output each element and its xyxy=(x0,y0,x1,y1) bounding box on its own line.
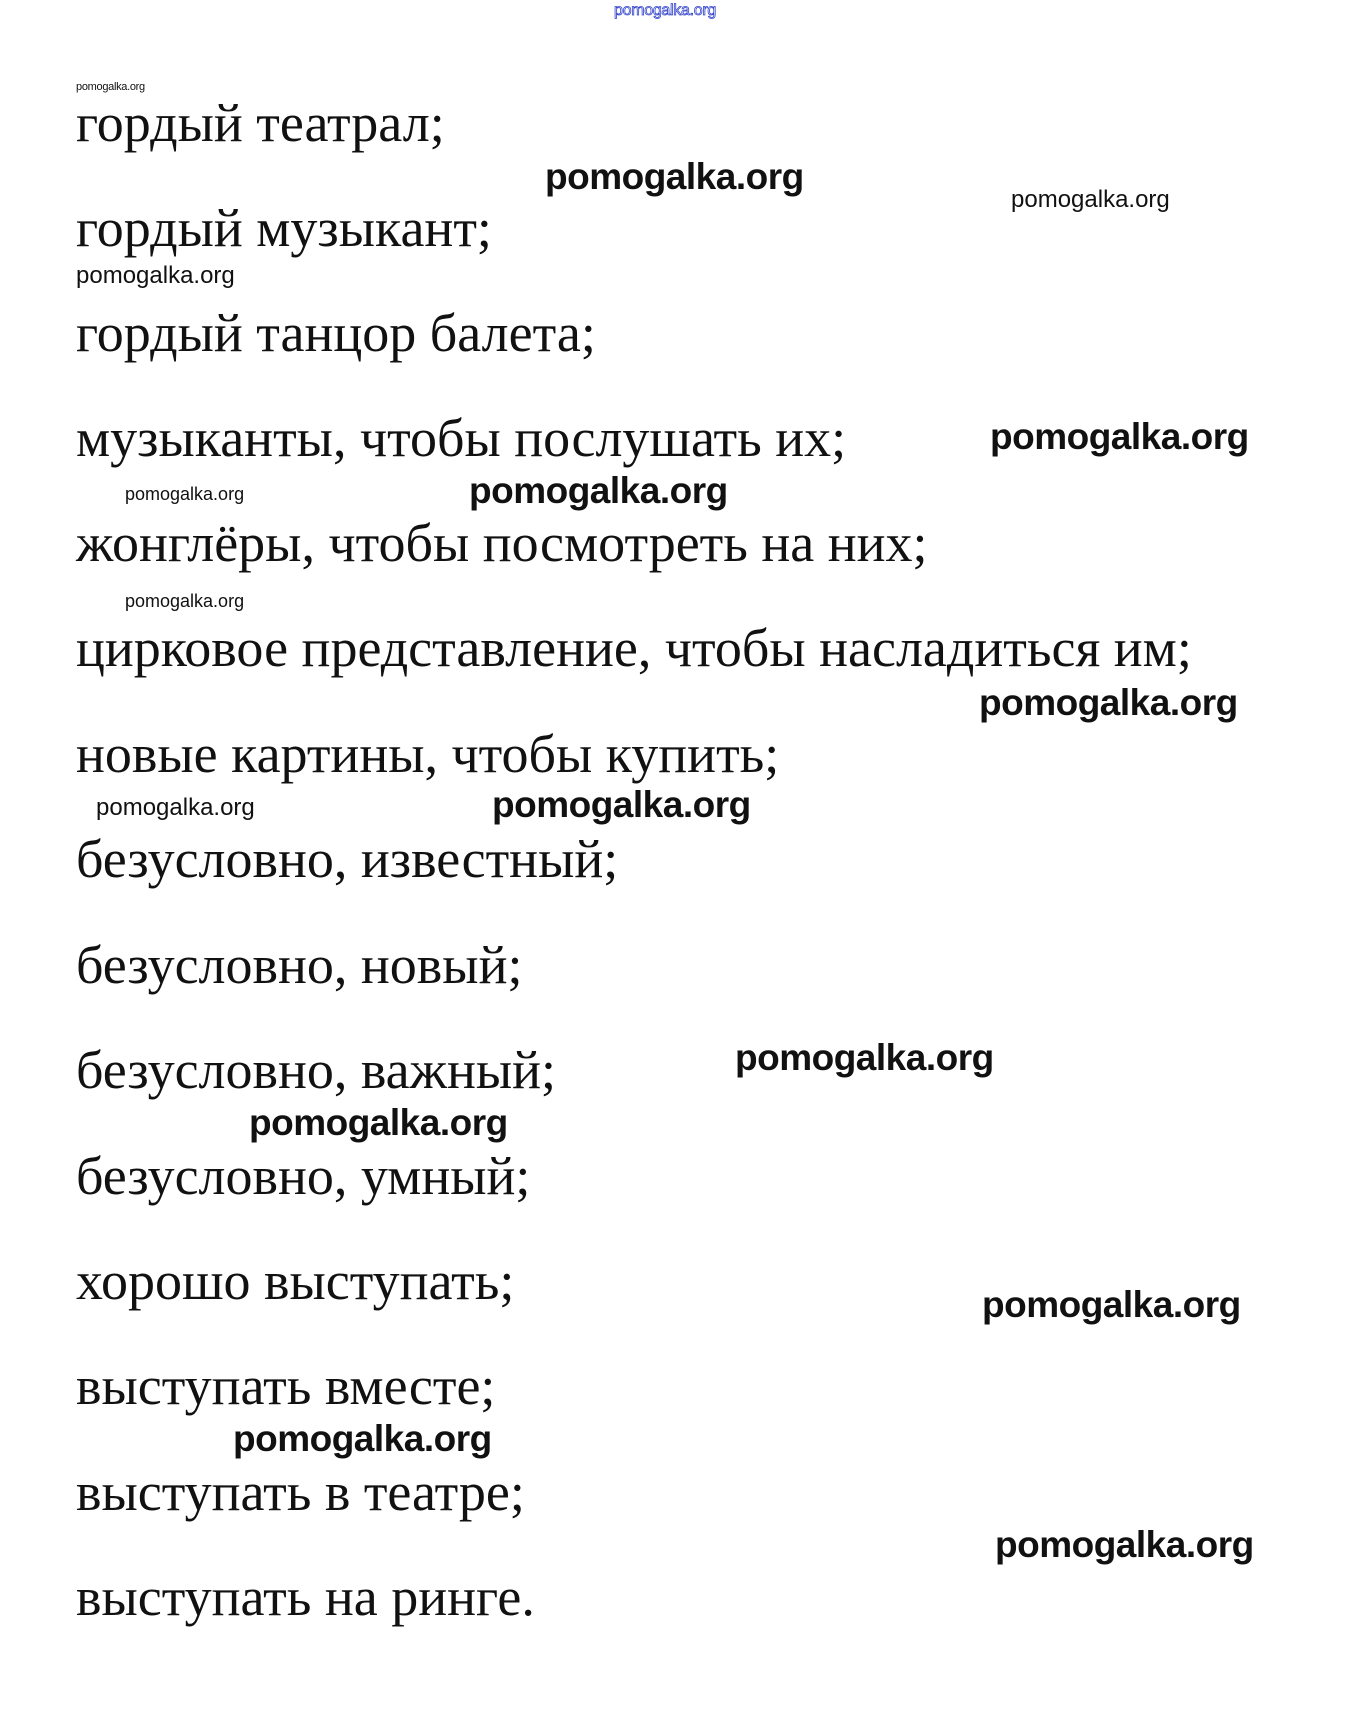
watermark: pomogalka.org xyxy=(1011,186,1170,213)
answer-line: выступать в театре; xyxy=(76,1462,525,1522)
answer-line: гордый театрал; xyxy=(76,93,445,153)
watermark: pomogalka.org xyxy=(982,1284,1241,1325)
answer-line: гордый музыкант; xyxy=(76,198,492,258)
watermark: pomogalka.org xyxy=(76,262,235,289)
answer-line: безусловно, известный; xyxy=(76,829,619,889)
answer-line: новые картины, чтобы купить; xyxy=(76,724,780,784)
watermark-header: pomogalka.org xyxy=(614,2,716,19)
watermark: pomogalka.org xyxy=(233,1418,492,1459)
watermark: pomogalka.org xyxy=(990,416,1249,457)
answer-line: жонглёры, чтобы посмотреть на них; xyxy=(76,513,928,573)
watermark: pomogalka.org xyxy=(96,794,255,821)
watermark: pomogalka.org xyxy=(76,81,145,93)
answer-line: выступать вместе; xyxy=(76,1356,496,1416)
answer-line: цирковое представление, чтобы насладиться им; xyxy=(76,618,1192,678)
watermark: pomogalka.org xyxy=(249,1102,508,1143)
answer-line: безусловно, новый; xyxy=(76,935,523,995)
watermark: pomogalka.org xyxy=(995,1524,1254,1565)
watermark: pomogalka.org xyxy=(545,156,804,197)
watermark: pomogalka.org xyxy=(979,682,1238,723)
watermark: pomogalka.org xyxy=(125,484,245,504)
answer-line: безусловно, умный; xyxy=(76,1146,531,1206)
answer-line: хорошо выступать; xyxy=(76,1251,515,1311)
answer-line: гордый танцор балета; xyxy=(76,303,596,363)
watermark: pomogalka.org xyxy=(125,591,245,611)
answer-line: безусловно, важный; xyxy=(76,1040,557,1100)
watermark: pomogalka.org xyxy=(492,784,751,825)
answer-line: выступать на ринге. xyxy=(76,1567,535,1627)
watermark: pomogalka.org xyxy=(735,1037,994,1078)
watermark: pomogalka.org xyxy=(469,470,728,511)
answer-line: музыканты, чтобы послушать их; xyxy=(76,408,847,468)
